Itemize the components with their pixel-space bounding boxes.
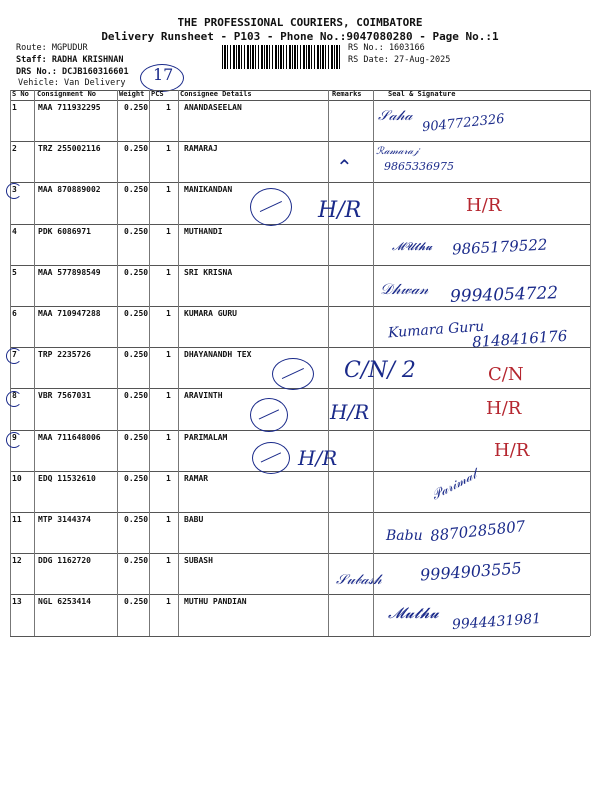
phone-row-2: 9865336975	[384, 160, 454, 173]
row-divider	[10, 636, 590, 637]
cell-weight: 0.250	[124, 144, 149, 154]
remark-row-9: H/R	[494, 440, 530, 461]
remark-row-3: H/R	[466, 195, 502, 216]
signature-row-2: ℛ𝒶𝓂𝒶𝓇𝒶𝒿	[376, 146, 419, 157]
row-divider	[10, 306, 590, 307]
cell-consignment: MTP 3144374	[38, 515, 91, 524]
row-divider	[10, 265, 590, 266]
cell-consignment: MAA 711648006	[38, 432, 101, 442]
cell-weight: 0.250	[124, 473, 149, 483]
cell-weight: 0.250	[124, 556, 149, 566]
cell-weight: 0.250	[124, 391, 149, 401]
column-divider	[149, 90, 150, 636]
cancel-circle-icon	[250, 398, 288, 432]
cell-sno: 6	[12, 309, 17, 318]
cell-consignment: MAA 577898549	[38, 267, 101, 277]
column-divider	[117, 90, 118, 636]
cell-sno: 10	[12, 473, 22, 483]
cancel-circle-icon	[250, 188, 292, 226]
cell-pcs: 1	[166, 309, 171, 318]
cell-weight: 0.250	[124, 267, 149, 277]
cell-weight: 0.250	[124, 185, 149, 195]
column-divider	[178, 90, 179, 636]
row-divider	[10, 430, 590, 431]
cell-weight: 0.250	[124, 309, 149, 318]
phone-row-6: 8148416176	[471, 326, 568, 352]
cell-pcs: 1	[166, 267, 171, 277]
cell-consignee: RAMAR	[184, 473, 209, 483]
cell-weight: 0.250	[124, 515, 149, 524]
cell-sno: 9	[12, 432, 17, 442]
col-sno: S No	[12, 90, 29, 98]
signature-row-1: 𝒮𝒶𝒽𝒶	[378, 108, 413, 124]
col-consignment: Consignment No	[37, 90, 97, 98]
mark-row-9: H/R	[298, 446, 338, 470]
table-header-border	[10, 100, 590, 101]
sno-circle-3	[6, 183, 22, 199]
cell-weight: 0.250	[124, 103, 149, 112]
phone-row-1: 9047722326	[421, 111, 506, 136]
cell-sno: 8	[12, 391, 17, 401]
column-divider	[34, 90, 35, 636]
cell-consignment: NGL 6253414	[38, 597, 91, 607]
remark-row-7: C/N	[488, 364, 524, 385]
mark-row-7: C/N/ 2	[344, 358, 416, 383]
cell-consignee: ARAVINTH	[184, 391, 223, 401]
cell-consignment: EDQ 11532610	[38, 473, 96, 483]
row-divider	[10, 594, 590, 595]
sno-circle-7	[6, 348, 22, 364]
cell-consignee: MANIKANDAN	[184, 185, 233, 195]
sno-circle-8	[6, 391, 22, 407]
cell-pcs: 1	[166, 597, 171, 607]
row-divider	[10, 553, 590, 554]
cell-pcs: 1	[166, 185, 171, 195]
signature-row-10: 𝒫𝒶𝓇𝒾𝓂𝒶𝓁	[429, 467, 480, 504]
signature-row-13: 𝓜𝓾𝓽𝓱𝓾	[388, 604, 439, 622]
table-top-border	[10, 90, 590, 91]
signature-row-4: 𝓜𝓤𝓽𝓱𝓾	[392, 240, 433, 253]
name-row-11: Babu	[386, 528, 423, 544]
cell-consignee: SUBASH	[184, 556, 213, 566]
phone-row-4: 9865179522	[451, 235, 548, 259]
drs-label: DRS No.: DCJB160316601	[16, 67, 129, 77]
cell-pcs: 1	[166, 432, 171, 442]
cell-sno: 4	[12, 226, 17, 236]
rs-date: RS Date: 27-Aug-2025	[348, 55, 451, 65]
cell-consignment: MAA 711932295	[38, 103, 101, 112]
cell-sno: 12	[12, 556, 22, 566]
cell-weight: 0.250	[124, 226, 149, 236]
cell-sno: 2	[12, 144, 17, 154]
mark-row-8: H/R	[330, 400, 370, 424]
row-divider	[10, 182, 590, 183]
sno-circle-9	[6, 432, 22, 448]
cell-pcs: 1	[166, 473, 171, 483]
column-divider	[328, 90, 329, 636]
col-pcs: PCS	[151, 90, 164, 98]
cell-weight: 0.250	[124, 597, 149, 607]
col-consignee: Consignee Details	[180, 90, 252, 98]
row-divider	[10, 141, 590, 142]
cell-pcs: 1	[166, 350, 171, 360]
col-seal-signature: Seal & Signature	[388, 90, 456, 98]
cell-consignment: TRZ 255002116	[38, 144, 101, 154]
cell-sno: 1	[12, 103, 17, 112]
cell-consignment: MAA 710947288	[38, 309, 101, 318]
row-divider	[10, 224, 590, 225]
cancel-circle-icon	[272, 358, 314, 390]
column-divider	[590, 90, 591, 636]
cell-sno: 13	[12, 597, 22, 607]
route-label: Route: MGPUDUR	[16, 43, 88, 53]
name-row-6: Kumara Guru	[387, 318, 485, 342]
company-title: THE PROFESSIONAL COURIERS, COIMBATORE	[177, 16, 423, 29]
cell-consignment: TRP 2235726	[38, 350, 91, 360]
cell-pcs: 1	[166, 103, 171, 112]
page-count-note: 17	[140, 64, 184, 92]
staff-label: Staff: RADHA KRISHNAN	[16, 55, 124, 65]
cancel-circle-icon	[252, 442, 290, 474]
cell-pcs: 1	[166, 226, 171, 236]
cell-consignee: MUTHANDI	[184, 226, 223, 236]
cell-sno: 5	[12, 267, 17, 277]
cell-pcs: 1	[166, 144, 171, 154]
cell-consignee: PARIMALAM	[184, 432, 228, 442]
cell-consignment: DDG 1162720	[38, 556, 91, 566]
cell-weight: 0.250	[124, 432, 149, 442]
phone-row-5: 9994054722	[449, 283, 559, 307]
cell-consignee: MUTHU PANDIAN	[184, 597, 247, 607]
cell-pcs: 1	[166, 515, 171, 524]
cell-pcs: 1	[166, 391, 171, 401]
cell-sno: 11	[12, 515, 22, 524]
signature-row-5: 𝒟𝒽𝓌𝒶𝓃	[380, 280, 429, 298]
cell-consignment: MAA 870889002	[38, 185, 101, 195]
cell-consignee: BABU	[184, 515, 204, 524]
cell-pcs: 1	[166, 556, 171, 566]
cell-consignment: PDK 6086971	[38, 226, 91, 236]
cell-consignee: DHAYANANDH TEX	[184, 350, 252, 360]
col-weight: Weight	[119, 90, 145, 98]
phone-row-11: 8870285807	[429, 517, 527, 545]
cell-sno: 3	[12, 185, 17, 195]
row-divider	[10, 471, 590, 472]
vehicle-label: Vehicle: Van Delivery	[18, 78, 126, 88]
cell-sno: 7	[12, 350, 17, 360]
tick-icon: ⌃	[336, 155, 353, 179]
cell-consignee: RAMARAJ	[184, 144, 218, 154]
cell-consignee: ANANDASEELAN	[184, 103, 242, 112]
row-divider	[10, 512, 590, 513]
signature-row-12: 𝒮𝓊𝒷𝒶𝓈𝒽	[336, 572, 382, 588]
cell-consignee: KUMARA GURU	[184, 309, 237, 318]
remark-row-8: H/R	[486, 398, 522, 419]
phone-row-13: 9944431981	[451, 610, 542, 634]
phone-row-12: 9994903555	[419, 558, 523, 585]
cell-consignment: VBR 7567031	[38, 391, 91, 401]
rs-number: RS No.: 1603166	[348, 43, 425, 53]
cell-weight: 0.250	[124, 350, 149, 360]
mark-row-3: H/R	[318, 198, 362, 223]
col-remarks: Remarks	[332, 90, 362, 98]
cell-consignee: SRI KRISNA	[184, 267, 233, 277]
runsheet-subtitle: Delivery Runsheet - P103 - Phone No.:9047080280 - Page No.:1	[101, 30, 499, 43]
barcode-image	[222, 45, 340, 69]
